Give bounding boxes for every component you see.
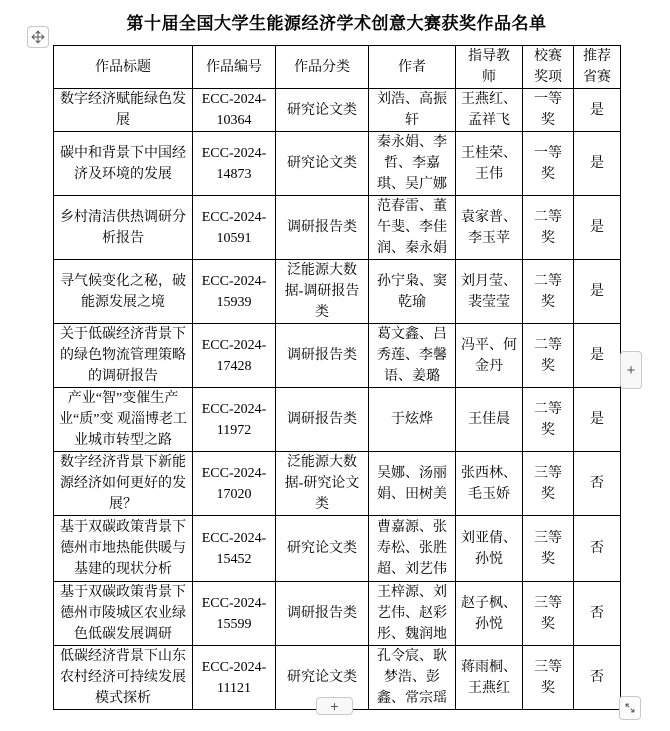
cell-recommend[interactable]: 是 <box>574 89 621 132</box>
cell-category[interactable]: 调研报告类 <box>276 388 369 452</box>
cell-title[interactable]: 乡村清洁供热调研分析报告 <box>54 196 193 260</box>
cell-teachers[interactable]: 冯平、何金丹 <box>456 324 523 388</box>
cell-teachers[interactable]: 赵子枫、孙悦 <box>456 582 523 646</box>
cell-award[interactable]: 三等奖 <box>523 516 574 582</box>
add-row-button[interactable] <box>316 697 353 715</box>
cell-title[interactable]: 寻气候变化之秘，破能源发展之境 <box>54 260 193 324</box>
cell-authors[interactable]: 秦永娟、李哲、李嘉琪、吴广娜 <box>369 132 456 196</box>
cell-category[interactable]: 研究论文类 <box>276 646 369 710</box>
cell-teachers[interactable]: 王佳晨 <box>456 388 523 452</box>
table-row <box>54 452 621 516</box>
cell-authors[interactable]: 葛文鑫、吕秀莲、李馨语、姜璐 <box>369 324 456 388</box>
cell-teachers[interactable]: 王桂荣、王伟 <box>456 132 523 196</box>
cell-category[interactable]: 调研报告类 <box>276 196 369 260</box>
cell-recommend[interactable]: 否 <box>574 516 621 582</box>
page-title: 第十届全国大学生能源经济学术创意大赛获奖作品名单 <box>126 14 547 33</box>
column-header-recommend[interactable]: 推荐省赛 <box>574 46 621 89</box>
table-row <box>54 132 621 196</box>
cell-title[interactable]: 碳中和背景下中国经济及环境的发展 <box>54 132 193 196</box>
add-column-button[interactable] <box>620 351 642 389</box>
cell-recommend[interactable]: 是 <box>574 196 621 260</box>
cell-title[interactable]: 关于低碳经济背景下的绿色物流管理策略的调研报告 <box>54 324 193 388</box>
cell-category[interactable]: 研究论文类 <box>276 516 369 582</box>
cell-award[interactable]: 二等奖 <box>523 388 574 452</box>
plus-icon: + <box>626 361 636 379</box>
awards-table <box>53 45 621 710</box>
cell-recommend[interactable]: 否 <box>574 452 621 516</box>
table-row <box>54 582 621 646</box>
column-header-code[interactable]: 作品编号 <box>193 46 276 89</box>
cell-code[interactable]: ECC-2024-17428 <box>193 324 276 388</box>
cell-code[interactable]: ECC-2024-14873 <box>193 132 276 196</box>
cell-title[interactable]: 基于双碳政策背景下德州市地热能供暖与基建的现状分析 <box>54 516 193 582</box>
cell-teachers[interactable]: 王燕红、孟祥飞 <box>456 89 523 132</box>
table-row <box>54 260 621 324</box>
cell-authors[interactable]: 王梓源、刘艺伟、赵彩彤、魏润地 <box>369 582 456 646</box>
cell-teachers[interactable]: 张西林、毛玉娇 <box>456 452 523 516</box>
resize-diagonal-icon <box>623 701 637 715</box>
table-row <box>54 388 621 452</box>
cell-title[interactable]: 数字经济背景下新能源经济如何更好的发展？ <box>54 452 193 516</box>
table-row <box>54 196 621 260</box>
cell-authors[interactable]: 孙宁枭、窦乾瑜 <box>369 260 456 324</box>
cell-award[interactable]: 二等奖 <box>523 324 574 388</box>
cell-teachers[interactable]: 刘亚倩、孙悦 <box>456 516 523 582</box>
cell-teachers[interactable]: 蒋雨桐、王燕红 <box>456 646 523 710</box>
column-header-teachers[interactable]: 指导教师 <box>456 46 523 89</box>
plus-icon: + <box>330 698 339 714</box>
cell-code[interactable]: ECC-2024-10591 <box>193 196 276 260</box>
cell-authors[interactable]: 刘浩、高振轩 <box>369 89 456 132</box>
cell-category[interactable]: 研究论文类 <box>276 132 369 196</box>
cell-award[interactable]: 二等奖 <box>523 260 574 324</box>
cell-code[interactable]: ECC-2024-15599 <box>193 582 276 646</box>
cell-authors[interactable]: 吴娜、汤丽娟、田树美 <box>369 452 456 516</box>
cell-authors[interactable]: 于炫烨 <box>369 388 456 452</box>
cell-teachers[interactable]: 刘月莹、裴莹莹 <box>456 260 523 324</box>
cell-award[interactable]: 三等奖 <box>523 452 574 516</box>
table-row <box>54 516 621 582</box>
column-header-category[interactable]: 作品分类 <box>276 46 369 89</box>
cell-award[interactable]: 二等奖 <box>523 196 574 260</box>
cell-award[interactable]: 一等奖 <box>523 89 574 132</box>
header-row <box>54 46 621 89</box>
cell-code[interactable]: ECC-2024-11121 <box>193 646 276 710</box>
column-header-title[interactable]: 作品标题 <box>54 46 193 89</box>
table-row <box>54 324 621 388</box>
cell-code[interactable]: ECC-2024-17020 <box>193 452 276 516</box>
cell-code[interactable]: ECC-2024-15939 <box>193 260 276 324</box>
cell-recommend[interactable]: 是 <box>574 388 621 452</box>
table-move-handle[interactable] <box>27 26 49 48</box>
cell-recommend[interactable]: 是 <box>574 260 621 324</box>
cell-title[interactable]: 低碳经济背景下山东农村经济可持续发展模式探析 <box>54 646 193 710</box>
cell-recommend[interactable]: 是 <box>574 324 621 388</box>
cell-code[interactable]: ECC-2024-11972 <box>193 388 276 452</box>
cell-recommend[interactable]: 否 <box>574 582 621 646</box>
cell-category[interactable]: 泛能源大数据-调研报告类 <box>276 260 369 324</box>
cell-award[interactable]: 三等奖 <box>523 582 574 646</box>
cell-code[interactable]: ECC-2024-10364 <box>193 89 276 132</box>
cell-title[interactable]: 产业“智”变催生产业“质”变 观淄博老工业城市转型之路 <box>54 388 193 452</box>
cell-recommend[interactable]: 否 <box>574 646 621 710</box>
cell-authors[interactable]: 孔令宸、耿梦浩、彭鑫、常宗瑶 <box>369 646 456 710</box>
cell-recommend[interactable]: 是 <box>574 132 621 196</box>
cell-category[interactable]: 研究论文类 <box>276 89 369 132</box>
cell-title[interactable]: 数字经济赋能绿色发展 <box>54 89 193 132</box>
column-header-award[interactable]: 校赛奖项 <box>523 46 574 89</box>
table-row <box>54 89 621 132</box>
cell-award[interactable]: 三等奖 <box>523 646 574 710</box>
cell-teachers[interactable]: 袁家普、李玉苹 <box>456 196 523 260</box>
cell-category[interactable]: 泛能源大数据-研究论文类 <box>276 452 369 516</box>
move-icon <box>30 29 46 45</box>
cell-category[interactable]: 调研报告类 <box>276 324 369 388</box>
cell-award[interactable]: 一等奖 <box>523 132 574 196</box>
cell-category[interactable]: 调研报告类 <box>276 582 369 646</box>
column-header-authors[interactable]: 作者 <box>369 46 456 89</box>
cell-code[interactable]: ECC-2024-15452 <box>193 516 276 582</box>
cell-authors[interactable]: 曹嘉源、张寿松、张胜超、刘艺伟 <box>369 516 456 582</box>
cell-authors[interactable]: 范春雷、董午斐、李佳润、秦永娟 <box>369 196 456 260</box>
cell-title[interactable]: 基于双碳政策背景下德州市陵城区农业绿色低碳发展调研 <box>54 582 193 646</box>
document <box>53 10 620 710</box>
table-resize-handle[interactable] <box>619 696 641 720</box>
